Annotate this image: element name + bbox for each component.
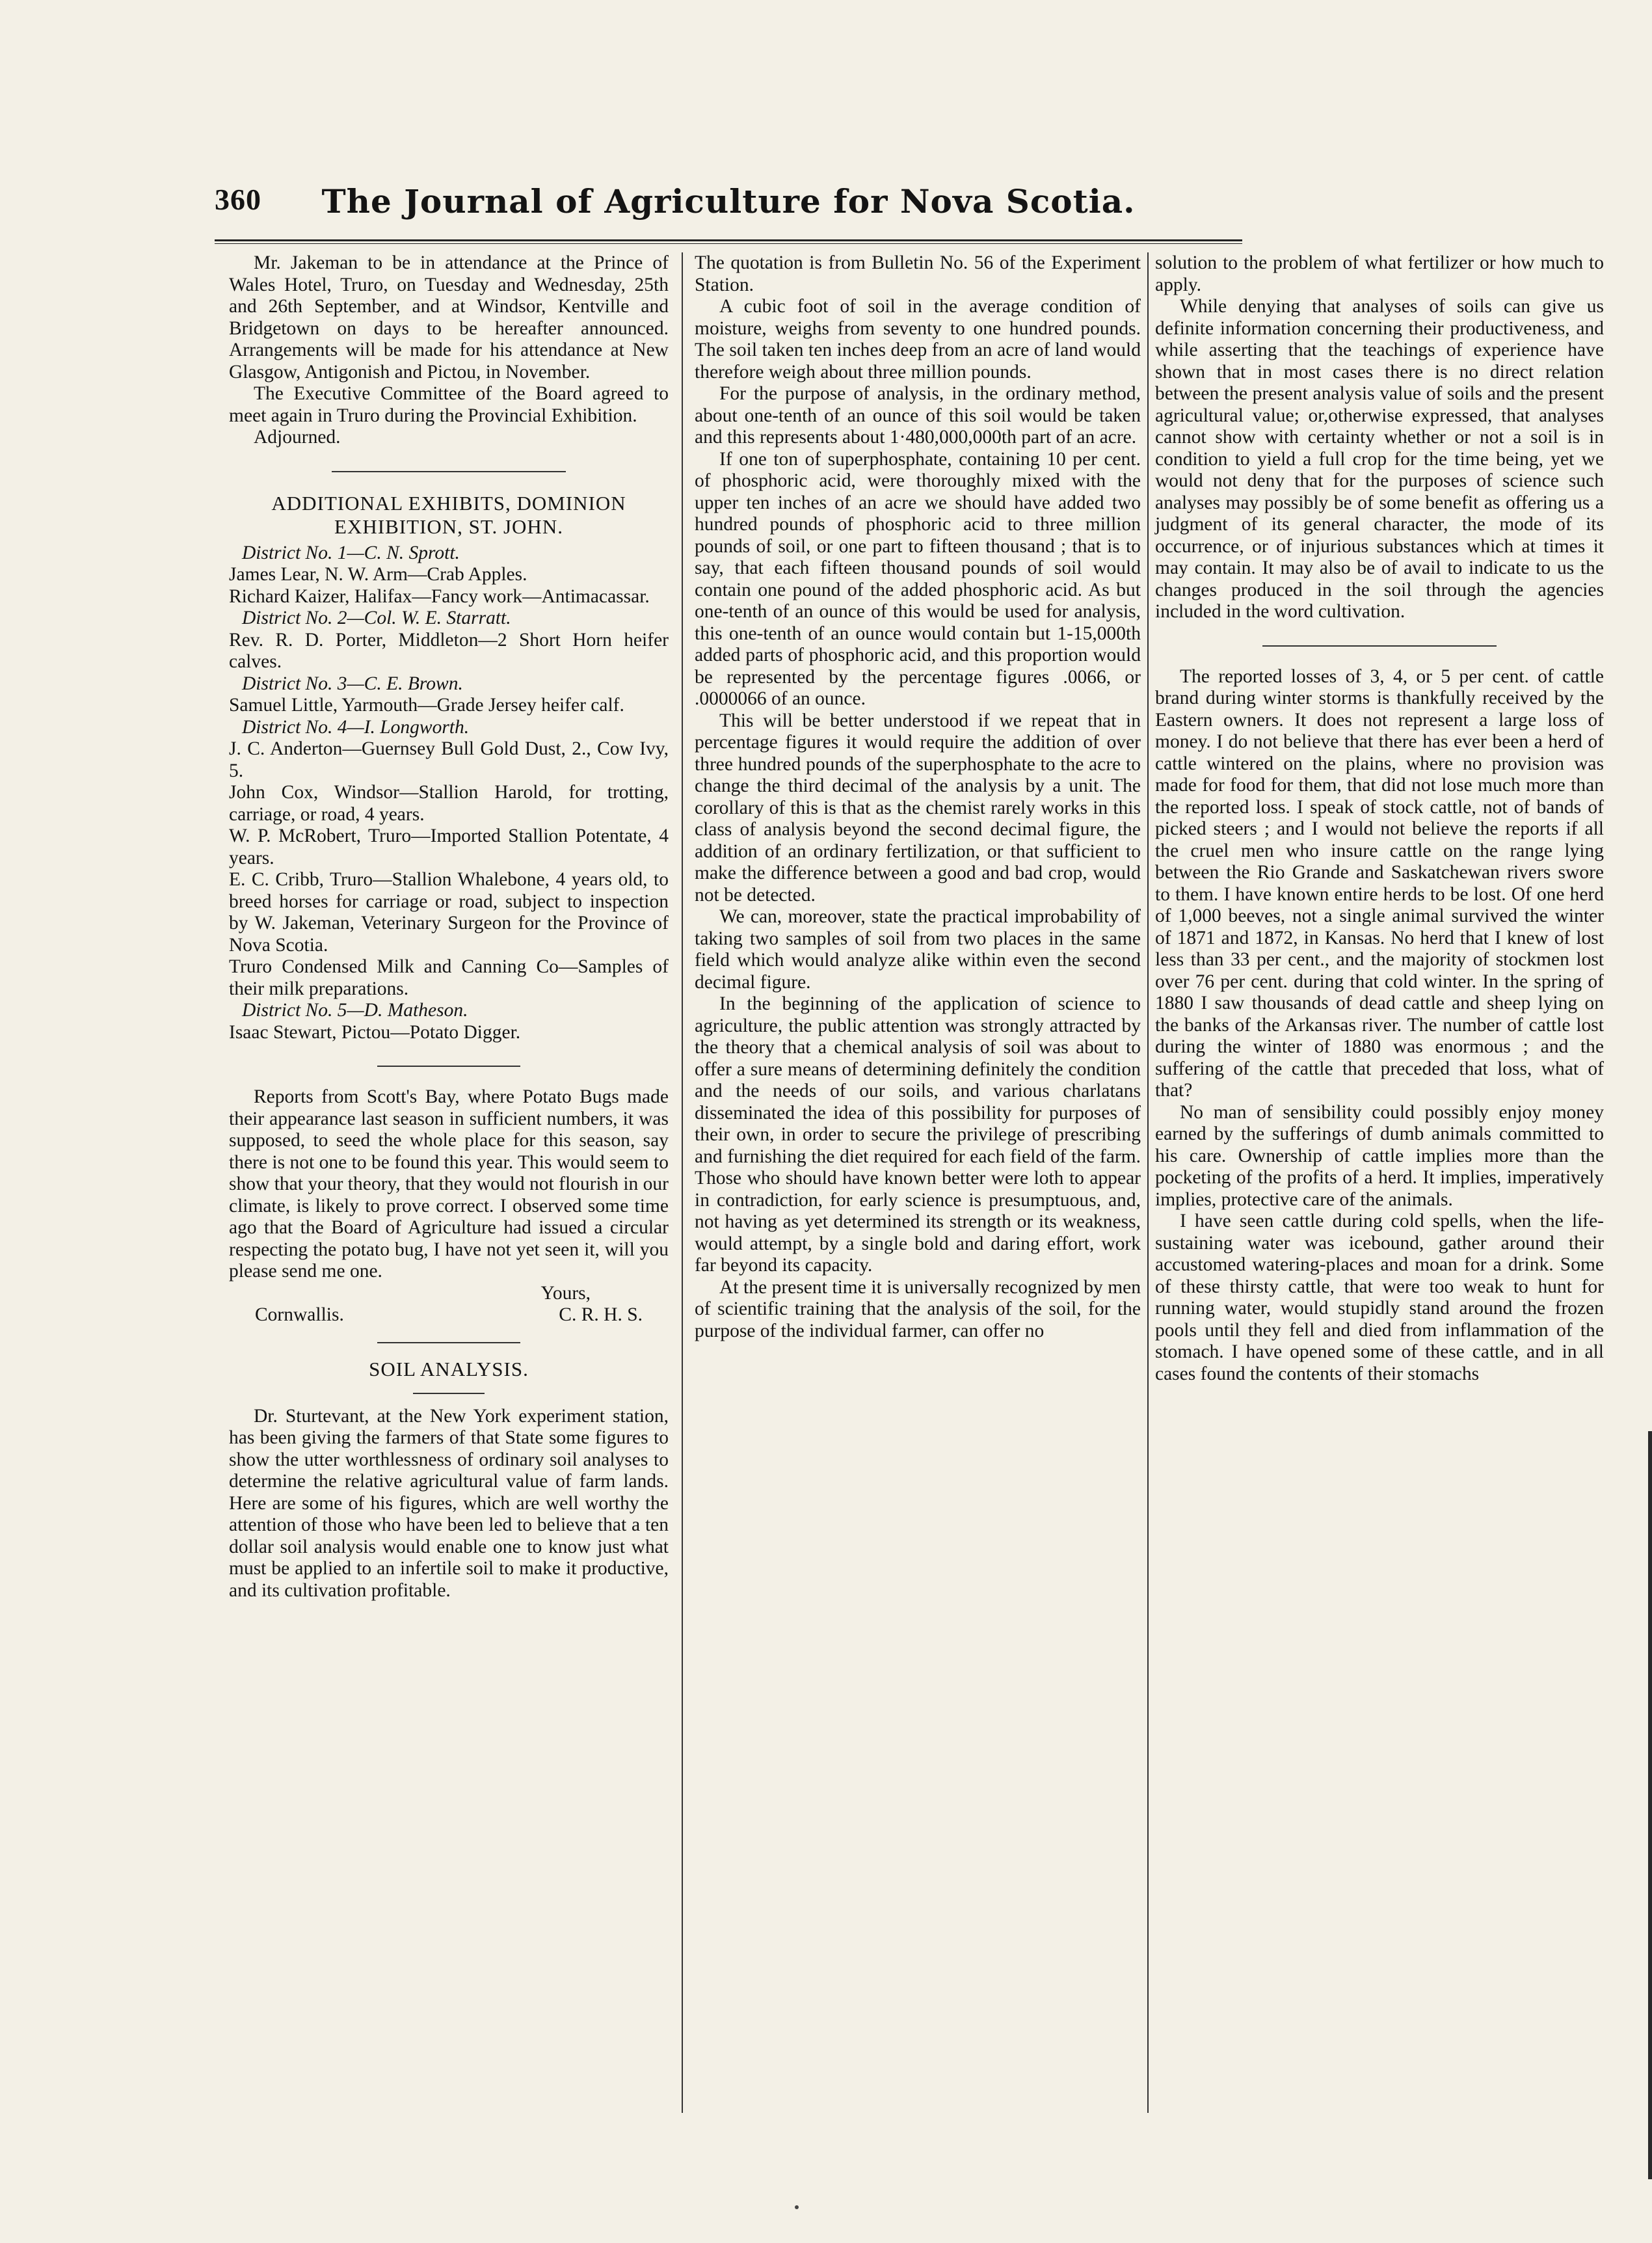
paragraph: While denying that analyses of soils can give us definite information concerning their productiveness, and while asserting that the teachings of experience have shown that in most cases there is no direct relation between the present analysis value of soils and the present agricultural value; or,otherwise expressed, that analyses cannot show with certainty whether or not a soil is in condition to yield a full crop for the time being, yet we would not deny that for the purposes of science such analyses may possibly be of some benefit as offering us a judgment of its general character, the mode of its occurrence, or of injurious substances which at times it may contain. It may also be of avail to indicate to us the changes produced in the soil through the agencies included in the word cultivation. <box>1155 296 1604 622</box>
district-heading: District No. 5—D. Matheson. <box>242 1000 468 1021</box>
paragraph: In the beginning of the application of science to agriculture, the public attention was strongly attracted by the theory that a chemical analysis of soil was about to offer a sure means of determining definitely the condition and the needs of our soils, and various charlatans disseminated the idea of this possibility for purposes of their own, in order to secure the privilege of prescribing and furnishing the diet required for each field of the farm. Those who should have known better were loth to appear in contradiction, for early science is presumptuous, and, not having as yet determined its strength or its weakness, would attempt, by a single bold and daring effort, work far beyond its capacity. <box>695 993 1141 1276</box>
header-rule <box>215 239 1242 241</box>
page-number: 360 <box>215 183 261 216</box>
section-rule <box>332 471 566 472</box>
exhibit-item: Richard Kaizer, Halifax—Fancy work—Antimacassar. <box>229 585 650 607</box>
section-rule <box>1262 645 1497 647</box>
column-1 <box>229 252 669 1602</box>
paragraph: The Executive Committee of the Board agreed to meet again in Truro during the Provincial Exhibition. <box>229 383 669 426</box>
column-divider-2 <box>1147 252 1149 2113</box>
district-heading: District No. 3—C. E. Brown. <box>242 673 463 694</box>
paragraph: We can, moreover, state the practical improbability of taking two samples of soil from two places in the same field which would analyze alike within even the second decimal figure. <box>695 906 1141 993</box>
paragraph: Adjourned. <box>254 427 341 448</box>
header-rule-thin <box>215 243 1242 244</box>
paragraph: The reported losses of 3, 4, or 5 per cent. of cattle brand during winter storms is thankfully received by the Eastern owners. It does not represent a large loss of money. I do not believe that there has ever been a herd of cattle wintered on the plains, where no provision was made for food for them, that did not lose much more than the reported loss. I speak of stock cattle, not of bands of picked steers ; and I would not believe the reports if all the cruel men who insure cattle on the range lying between the Rio Grande and Saskatchewan rivers swore to them. I have known entire herds to be lost. Of one herd of 1,000 beeves, not a single animal survived the winter of 1871 and 1872, in Kansas. No herd that I knew of lost less than 33 per cent., and the majority of stockmen lost over 76 per cent. during that cold winter. In the spring of 1880 I saw thousands of dead cattle and sheep lying on the banks of the Arkansas river. The number of cattle lost during the winter of 1880 was enormous ; and the suffering of the cattle that preceded that loss, what of that? <box>1155 665 1604 1101</box>
district-heading: District No. 2—Col. W. E. Starratt. <box>242 608 511 628</box>
district-heading: District No. 1—C. N. Sprott. <box>242 542 460 563</box>
soil-analysis-heading: SOIL ANALYSIS. <box>369 1357 529 1380</box>
paragraph: If one ton of superphosphate, containing 10 per cent. of phosphoric acid, were thoroughly mixed with the upper ten inches of an acre we should have added two hundred pounds of phosphoric acid to three million pounds of soil, or one part to fifteen thousand ; that is to say, that each fifteen thousand pounds of soil would contain one pound of the added phosphoric acid. As but one-tenth of an ounce of this would be used for analysis, this one-tenth of an ounce would contain but 1-15,000th added parts of phosphoric acid, and this proportion would be represented by the percentage figures .0066, or .0000066 of an ounce. <box>695 448 1141 709</box>
exhibit-item: Rev. R. D. Porter, Middleton—2 Short Horn heifer calves. <box>229 629 669 672</box>
paragraph: A cubic foot of soil in the average condition of moisture, weighs from seventy to one hundred pounds. The soil taken ten inches deep from an acre of land would therefore weigh about three million pounds. <box>695 296 1141 383</box>
column-divider-1 <box>682 252 683 2113</box>
letter-body: Reports from Scott's Bay, where Potato Bugs made their appearance last season in sufficient numbers, it was supposed, to seed the whole place for this season, say there is not one to be found this year. This would seem to show that your theory, that they would not flourish in our climate, is likely to prove correct. I observed some time ago that the Board of Agriculture had issued a circular respecting the potato bug, I have not yet seen it, will you please send me one. <box>229 1086 669 1282</box>
page-header <box>215 182 1242 234</box>
paragraph: Mr. Jakeman to be in attendance at the Prince of Wales Hotel, Truro, on Tuesday and Wednesday, 25th and 26th September, and at Windsor, Kentville and Bridgetown on days to be hereafter announced. Arrangements will be made for his attendance at New Glasgow, Antigonish and Pictou, in November. <box>229 252 669 383</box>
paragraph: solution to the problem of what fertilizer or how much to apply. <box>1155 252 1604 295</box>
exhibits-heading: ADDITIONAL EXHIBITS, DOMINION EXHIBITION, ST. JOHN. <box>271 491 626 538</box>
paragraph: Dr. Sturtevant, at the New York experiment station, has been giving the farmers of that State some figures to show the utter worthlessness of ordinary soil analyses to determine the relative agricultural value of farm lands. Here are some of his figures, which are well worthy the attention of those who have been led to believe that a ten dollar soil analysis would enable one to know just what must be applied to an infertile soil to make it productive, and its cultivation profitable. <box>229 1405 669 1601</box>
paragraph: This will be better understood if we repeat that in percentage figures it would require the addition of over three hundred pounds of the superphosphate to the acre to change the third decimal of the analysis by a unit. The corollary of this is that as the chemist rarely works in this class of analysis beyond the second decimal figure, the addition of an ordinary fertilization, or that sufficient to make the difference between a good and bad crop, would not be detected. <box>695 710 1141 906</box>
district-heading: District No. 4—I. Longworth. <box>242 716 470 738</box>
exhibit-item: Samuel Little, Yarmouth—Grade Jersey heifer calf. <box>229 695 624 716</box>
exhibit-item: J. C. Anderton—Guernsey Bull Gold Dust, 2., Cow Ivy, 5. <box>229 738 669 781</box>
paragraph: No man of sensibility could possibly enjoy money earned by the sufferings of dumb animals committed to his care. Ownership of cattle implies more than the pocketing of the profits of a herd. It implies, imperatively implies, protective care of the animals. <box>1155 1101 1604 1210</box>
journal-title: The Journal of Agriculture for Nova Scotia. <box>321 182 1136 221</box>
letter-initials: C. R. H. S. <box>559 1304 643 1325</box>
exhibit-item: Isaac Stewart, Pictou—Potato Digger. <box>229 1021 521 1043</box>
paragraph: At the present time it is universally recognized by men of scientific training that the analysis of the soil, for the purpose of the individual farmer, can offer no <box>695 1276 1141 1341</box>
exhibit-item: W. P. McRobert, Truro—Imported Stallion Potentate, 4 years. <box>229 826 669 868</box>
column-3 <box>1155 252 1604 1385</box>
exhibit-item: Truro Condensed Milk and Canning Co—Samples of their milk preparations. <box>229 956 669 999</box>
paragraph: The quotation is from Bulletin No. 56 of the Experiment Station. <box>695 252 1141 295</box>
letter-closing: Yours, <box>540 1282 591 1304</box>
page-edge-shadow <box>1648 1431 1652 2179</box>
exhibit-item: John Cox, Windsor—Stallion Harold, for trotting, carriage, or road, 4 years. <box>229 782 669 825</box>
section-rule <box>377 1342 520 1343</box>
section-rule <box>377 1066 520 1067</box>
exhibit-item: E. C. Cribb, Truro—Stallion Whalebone, 4 years old, to breed horses for carriage or road, subject to inspection by W. Jakeman, Veterinary Surgeon for the Province of Nova Scotia. <box>229 869 669 956</box>
section-rule <box>413 1393 485 1394</box>
letter-signature-line <box>229 1304 669 1326</box>
paragraph: For the purpose of analysis, in the ordinary method, about one-tenth of an ounce of this soil would be taken and this represents about 1·480,000,000th part of an acre. <box>695 383 1141 448</box>
paragraph: I have seen cattle during cold spells, when the life-sustaining water was icebound, gather around their accustomed watering-places and moan for a drink. Some of these thirsty cattle, that were too weak to hunt for running water, would stupidly stand around the frozen pools until they fell and died from inflammation of the stomach. I have opened some of these cattle, and in all cases found the contents of their stomachs <box>1155 1211 1604 1384</box>
letter-place: Cornwallis. <box>255 1304 344 1325</box>
ink-speck <box>795 2205 799 2209</box>
exhibit-item: James Lear, N. W. Arm—Crab Apples. <box>229 564 527 585</box>
column-2 <box>695 252 1141 1342</box>
